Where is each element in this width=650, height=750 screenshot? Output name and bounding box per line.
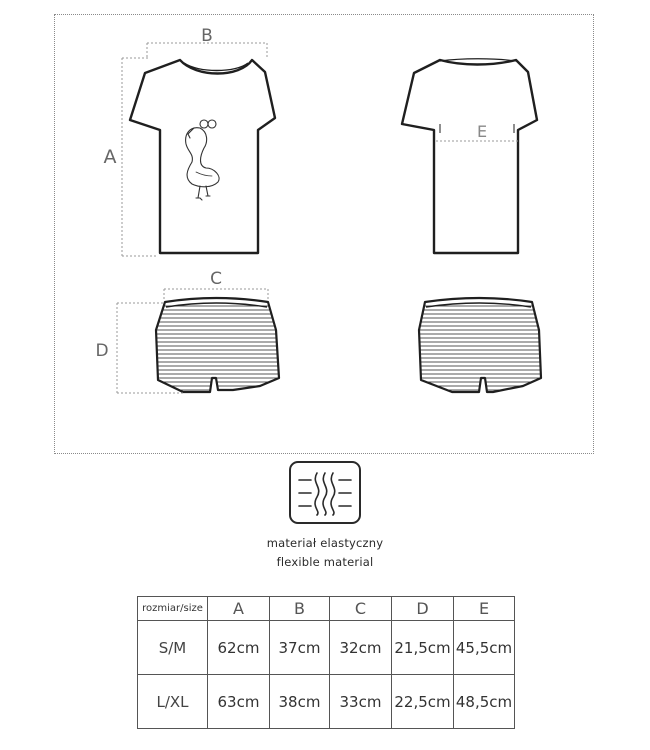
tshirt-front-outline xyxy=(130,60,275,253)
table-header-cell: B xyxy=(270,597,330,621)
table-row xyxy=(138,621,515,675)
shorts-front-stripes xyxy=(150,306,290,390)
elastic-material-icon xyxy=(289,461,361,524)
label-a: A xyxy=(103,146,117,168)
table-cell: 32cm xyxy=(330,621,392,675)
table-row xyxy=(138,675,515,729)
table-header-cell: D xyxy=(392,597,454,621)
table-header-row xyxy=(138,597,515,621)
table-cell: 21,5cm xyxy=(392,621,454,675)
label-d: D xyxy=(95,341,109,361)
table-cell: 22,5cm xyxy=(392,675,454,729)
table-cell: 62cm xyxy=(208,621,270,675)
material-label-pl: materiał elastyczny xyxy=(266,536,384,550)
table-header-cell: E xyxy=(454,597,515,621)
label-e: E xyxy=(476,122,488,141)
tshirt-back-collar xyxy=(440,59,516,61)
table-cell: S/M xyxy=(138,621,208,675)
table-header-cell: rozmiar/size xyxy=(138,597,208,621)
label-c: C xyxy=(210,269,222,289)
material-label-en: flexible material xyxy=(276,555,374,569)
table-cell: 63cm xyxy=(208,675,270,729)
size-table xyxy=(137,596,515,729)
shorts-back-stripes xyxy=(410,306,550,390)
label-b: B xyxy=(201,26,213,46)
tshirt-back-outline xyxy=(402,60,537,253)
table-header-cell: A xyxy=(208,597,270,621)
stretch-waves-icon xyxy=(291,463,359,522)
table-cell: L/XL xyxy=(138,675,208,729)
table-cell: 38cm xyxy=(270,675,330,729)
table-cell: 37cm xyxy=(270,621,330,675)
table-cell: 45,5cm xyxy=(454,621,515,675)
table-cell: 33cm xyxy=(330,675,392,729)
table-header-cell: C xyxy=(330,597,392,621)
table-cell: 48,5cm xyxy=(454,675,515,729)
